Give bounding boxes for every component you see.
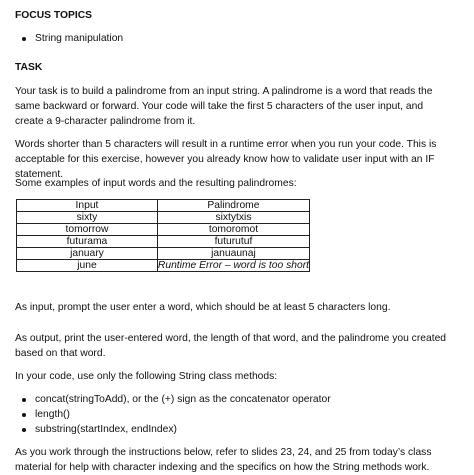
bullet-icon (22, 428, 26, 432)
table-cell-input: june (17, 260, 158, 272)
bullet-icon (22, 37, 26, 41)
task-intro-paragraph: Your task is to build a palindrome from an input string. A palindrome is a word that reads the same backward or forward. Your code will take the first 5 characters of the user input, and create a 9-character palindrome from it. (15, 86, 433, 127)
string-methods-list (15, 392, 331, 437)
table-row (17, 260, 310, 272)
table-cell-input: tomorrow (17, 224, 158, 236)
table-cell-palindrome: Runtime Error – word is too short (157, 260, 309, 271)
table-cell-input: sixty (17, 212, 158, 224)
task-shorter-words-paragraph: Words shorter than 5 characters will result in a runtime error when you run your code. This is acceptable for this exercise, however you already know how to validate user input with an IF statement. (15, 139, 437, 180)
table-cell-input: january (17, 248, 158, 260)
palindrome-examples-table (16, 199, 310, 272)
focus-topics-list (15, 31, 123, 46)
method-item: substring(startIndex, endIndex) (15, 422, 331, 437)
table-row (17, 236, 310, 248)
table-header-palindrome: Palindrome (157, 200, 309, 212)
table-row (17, 248, 310, 260)
focus-topic-item: String manipulation (15, 31, 123, 46)
table-cell-input: futurama (17, 236, 158, 248)
table-row (17, 224, 310, 236)
table-row (17, 212, 310, 224)
closing-paragraph: As you work through the instructions below, refer to slides 23, 24, and 25 from today’s class material for help with character indexing and the specifics on how the String methods work. (15, 447, 432, 473)
bullet-icon (22, 398, 26, 402)
table-cell-palindrome: januaunaj (157, 248, 309, 260)
input-instruction-paragraph: As input, prompt the user enter a word, which should be at least 5 characters long. (15, 302, 391, 313)
table-cell-palindrome: tomoromot (157, 224, 309, 236)
table-cell-palindrome: sixtytxis (157, 212, 309, 224)
task-heading: TASK (15, 62, 43, 73)
output-instruction-paragraph: As output, print the user-entered word, the length of that word, and the palindrome you created based on that word. (15, 333, 447, 359)
table-header-input: Input (17, 200, 158, 212)
focus-topics-heading: FOCUS TOPICS (15, 10, 93, 21)
table-header-row (17, 200, 310, 212)
methods-intro-paragraph: In your code, use only the following String class methods: (15, 371, 278, 382)
examples-intro-paragraph: Some examples of input words and the resulting palindromes: (15, 178, 297, 189)
method-item: length() (15, 407, 331, 422)
table-cell-palindrome: futurutuf (157, 236, 309, 248)
method-item: concat(stringToAdd), or the (+) sign as the concatenator operator (15, 392, 331, 407)
bullet-icon (22, 413, 26, 417)
